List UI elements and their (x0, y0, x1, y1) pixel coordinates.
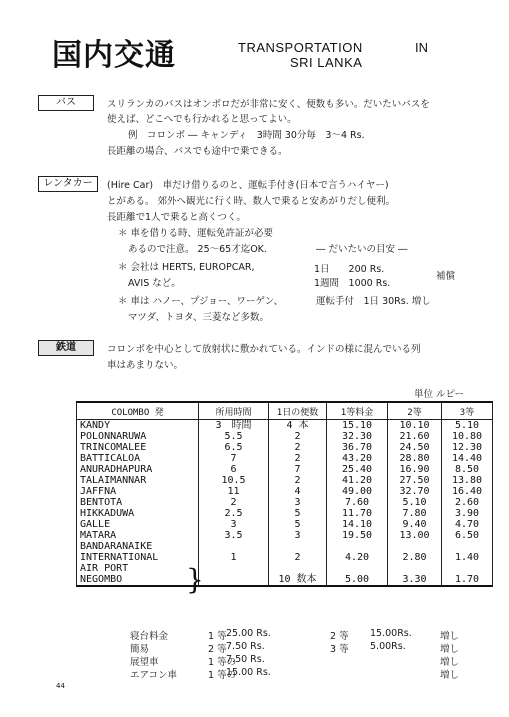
table-cell-first: 11.70 (327, 508, 388, 519)
table-row (77, 541, 493, 552)
surcharge-class1: 1 等 (208, 631, 227, 642)
column-header: 3等 (442, 402, 493, 420)
table-cell-first: 4.20 (327, 552, 388, 563)
table-cell-first: 15.10 (327, 420, 388, 432)
table-cell-third: 1.70 (442, 574, 493, 586)
table-cell-first: 14.10 (327, 519, 388, 530)
table-cell-dest: ANURADHAPURA (77, 464, 199, 475)
table-row (77, 508, 493, 519)
section-label-bus: バス (38, 95, 94, 111)
page-title-en-in: IN (415, 40, 428, 55)
table-cell-time: 10.5 (199, 475, 269, 486)
table-cell-time: 1 (199, 552, 269, 563)
table-cell-first: 49.00 (327, 486, 388, 497)
surcharge-amt1: 25.00 Rs. (226, 628, 271, 639)
table-cell-first: 32.30 (327, 431, 388, 442)
table-cell-third: 12.30 (442, 442, 493, 453)
surcharge-label: エアコン車 (130, 670, 178, 681)
table-row (77, 464, 493, 475)
surcharge-class1: 1 等の (208, 657, 237, 668)
rental-text-line: とがある。 郊外へ観光に行く時、数人で乗ると安あがりだし便利。 (107, 196, 396, 207)
page-title-jp: 国内交通 (52, 38, 176, 73)
surcharge-amt1: 7.50 Rs. (226, 641, 265, 652)
page-title-en-line1: TRANSPORTATION (238, 40, 363, 55)
rental-text-line: マツダ、トヨタ、三菱など多数。 (128, 312, 269, 323)
table-cell-first (327, 563, 388, 574)
rental-text-line: あるので注意。 25～65才迄OK. (128, 244, 267, 255)
page-number: 44 (56, 682, 65, 690)
table-cell-time: 3 (199, 519, 269, 530)
table-row (77, 530, 493, 541)
table-cell-second (388, 541, 442, 552)
table-cell-time: 3.5 (199, 530, 269, 541)
table-cell-second: 28.80 (388, 453, 442, 464)
rental-text-line: ＊ 車は ハノー、プジョー、ワーゲン、 (118, 296, 283, 307)
table-cell-first: 43.20 (327, 453, 388, 464)
table-cell-freq: 3 (269, 530, 327, 541)
table-cell-dest: AIR PORT (77, 563, 199, 574)
column-header: 2等 (388, 402, 442, 420)
rental-text-line: 運転手付 1日 30Rs. 増し (316, 296, 431, 307)
column-header: 所用時間 (199, 402, 269, 420)
table-row (77, 519, 493, 530)
rental-text-line: AVIS など。 (128, 278, 181, 289)
table-cell-time: 6.5 (199, 442, 269, 453)
table-cell-second: 16.90 (388, 464, 442, 475)
table-cell-second: 10.10 (388, 420, 442, 432)
table-cell-third: 1.40 (442, 552, 493, 563)
table-cell-freq: 2 (269, 431, 327, 442)
table-cell-freq: 10 数本 (269, 574, 327, 586)
table-cell-second: 5.10 (388, 497, 442, 508)
rental-text-line: 長距離で1人で乗ると高くつく。 (107, 212, 246, 223)
table-cell-third: 6.50 (442, 530, 493, 541)
table-cell-time: 3 時間 (199, 420, 269, 432)
rental-text-line: (Hire Car) 車だけ借りるのと、運転手付き(日本で言うハイヤー) (107, 180, 389, 191)
table-cell-first (327, 541, 388, 552)
unit-note: 単位 ルピー (414, 389, 465, 400)
table-cell-dest: MATARA (77, 530, 199, 541)
table-row (77, 497, 493, 508)
table-cell-second: 32.70 (388, 486, 442, 497)
surcharge-amt1: 7.50 Rs. (226, 654, 265, 665)
table-cell-third: 8.50 (442, 464, 493, 475)
table-cell-first: 5.00 (327, 574, 388, 586)
table-cell-third (442, 541, 493, 552)
surcharge-amt1: 15.00 Rs. (226, 667, 271, 678)
table-cell-time: 2.5 (199, 508, 269, 519)
column-header: COLOMBO 発 (77, 402, 199, 420)
table-cell-time: 5.5 (199, 431, 269, 442)
table-cell-second: 27.50 (388, 475, 442, 486)
bus-text-line: スリランカのバスはオンボロだが非常に安く、便数も多い。だいたいバスを (107, 99, 430, 110)
table-cell-freq: 5 (269, 519, 327, 530)
table-row (77, 420, 493, 432)
table-cell-dest: TRINCOMALEE (77, 442, 199, 453)
table-cell-third: 10.80 (442, 431, 493, 442)
table-cell-second: 9.40 (388, 519, 442, 530)
table-row (77, 475, 493, 486)
table-cell-first: 36.70 (327, 442, 388, 453)
bus-text-line: 使えば、どこへでも行かれると思ってよい。 (107, 114, 297, 125)
surcharge-class1: 2 等 (208, 644, 227, 655)
table-row (77, 453, 493, 464)
column-header: 1等料金 (327, 402, 388, 420)
table-cell-freq: 4 本 (269, 420, 327, 432)
table-cell-third: 13.80 (442, 475, 493, 486)
table-cell-time: 6 (199, 464, 269, 475)
surcharge-label: 寝台料金 (130, 631, 169, 642)
table-cell-third: 16.40 (442, 486, 493, 497)
table-cell-dest: BATTICALOA (77, 453, 199, 464)
table-row (77, 552, 493, 563)
surcharge-note: 増し (440, 631, 460, 642)
table-cell-freq: 2 (269, 453, 327, 464)
surcharge-label: 展望車 (130, 657, 159, 668)
table-cell-third: 4.70 (442, 519, 493, 530)
table-cell-dest: NEGOMBO (77, 574, 199, 586)
table-cell-second: 24.50 (388, 442, 442, 453)
table-cell-third: 14.40 (442, 453, 493, 464)
table-cell-freq: 2 (269, 475, 327, 486)
table-cell-dest: INTERNATIONAL (77, 552, 199, 563)
section-label-rail: 鉄道 (38, 340, 94, 356)
table-row (77, 574, 493, 586)
table-cell-freq: 3 (269, 497, 327, 508)
bus-text-line: 長距離の場合、バスでも途中で乗できる。 (107, 146, 288, 157)
table-cell-time: 11 (199, 486, 269, 497)
table-cell-freq: 7 (269, 464, 327, 475)
table-cell-time (199, 574, 269, 586)
table-cell-third: 5.10 (442, 420, 493, 432)
section-label-rental-car: レンタカー (38, 176, 98, 192)
page-title-en-line2: SRI LANKA (290, 55, 363, 70)
table-row (77, 563, 493, 574)
rental-text-line: 1日 200 Rs. (314, 264, 385, 275)
column-header: 1日の便数 (269, 402, 327, 420)
rental-text-line: ― だいたいの目安 ― (316, 244, 408, 255)
table-cell-dest: POLONNARUWA (77, 431, 199, 442)
table-cell-dest: JAFFNA (77, 486, 199, 497)
table-cell-time (199, 563, 269, 574)
surcharge-amt2: 5.00Rs. (370, 641, 406, 652)
surcharge-label: 簡易 (130, 644, 150, 655)
table-cell-dest: BENTOTA (77, 497, 199, 508)
table-cell-third: 2.60 (442, 497, 493, 508)
table-cell-dest: TALAIMANNAR (77, 475, 199, 486)
surcharge-note: 増し (440, 657, 460, 668)
brace-icon: } (186, 563, 204, 596)
table-cell-second: 13.00 (388, 530, 442, 541)
table-cell-dest: HIKKADUWA (77, 508, 199, 519)
table-cell-second: 21.60 (388, 431, 442, 442)
rental-text-line: ＊ 会社は HERTS, EUROPCAR, (118, 262, 255, 273)
table-cell-first: 41.20 (327, 475, 388, 486)
table-cell-freq: 5 (269, 508, 327, 519)
table-cell-freq (269, 563, 327, 574)
table-cell-freq: 2 (269, 442, 327, 453)
table-cell-second: 3.30 (388, 574, 442, 586)
table-cell-first: 19.50 (327, 530, 388, 541)
table-cell-freq: 2 (269, 552, 327, 563)
table-cell-third: 3.90 (442, 508, 493, 519)
table-row (77, 431, 493, 442)
fare-table (76, 401, 493, 587)
surcharge-amt2: 15.00Rs. (370, 628, 412, 639)
table-cell-time: 2 (199, 497, 269, 508)
rail-text-line: 車はあまりない。 (107, 360, 184, 371)
table-cell-dest: BANDARANAIKE (77, 541, 199, 552)
table-row (77, 442, 493, 453)
table-cell-freq: 4 (269, 486, 327, 497)
rental-text-line: 1週間 1000 Rs. (314, 278, 391, 289)
surcharge-class2: 2 等 (330, 631, 349, 642)
surcharge-note: 増し (440, 670, 460, 681)
surcharge-class2: 3 等 (330, 644, 349, 655)
table-cell-time (199, 541, 269, 552)
table-cell-time: 7 (199, 453, 269, 464)
table-cell-first: 7.60 (327, 497, 388, 508)
surcharge-note: 増し (440, 644, 460, 655)
table-header-row (77, 402, 493, 420)
table-row (77, 486, 493, 497)
table-cell-second: 7.80 (388, 508, 442, 519)
table-cell-first: 25.40 (327, 464, 388, 475)
surcharge-class1: 1 等の (208, 670, 237, 681)
table-cell-second: 2.80 (388, 552, 442, 563)
table-cell-dest: GALLE (77, 519, 199, 530)
table-cell-dest: KANDY (77, 420, 199, 432)
table-cell-third (442, 563, 493, 574)
rental-text-line: 補償 (436, 271, 456, 282)
rental-text-line: ＊ 車を借りる時、運転免許証が必要 (118, 228, 274, 239)
table-cell-freq (269, 541, 327, 552)
table-cell-second (388, 563, 442, 574)
bus-text-line: 例 コロンボ ― キャンディ 3時間 30分毎 3～4 Rs. (128, 130, 365, 141)
rail-text-line: コロンボを中心として放射状に敷かれている。インドの様に混んでいる列 (107, 344, 421, 355)
